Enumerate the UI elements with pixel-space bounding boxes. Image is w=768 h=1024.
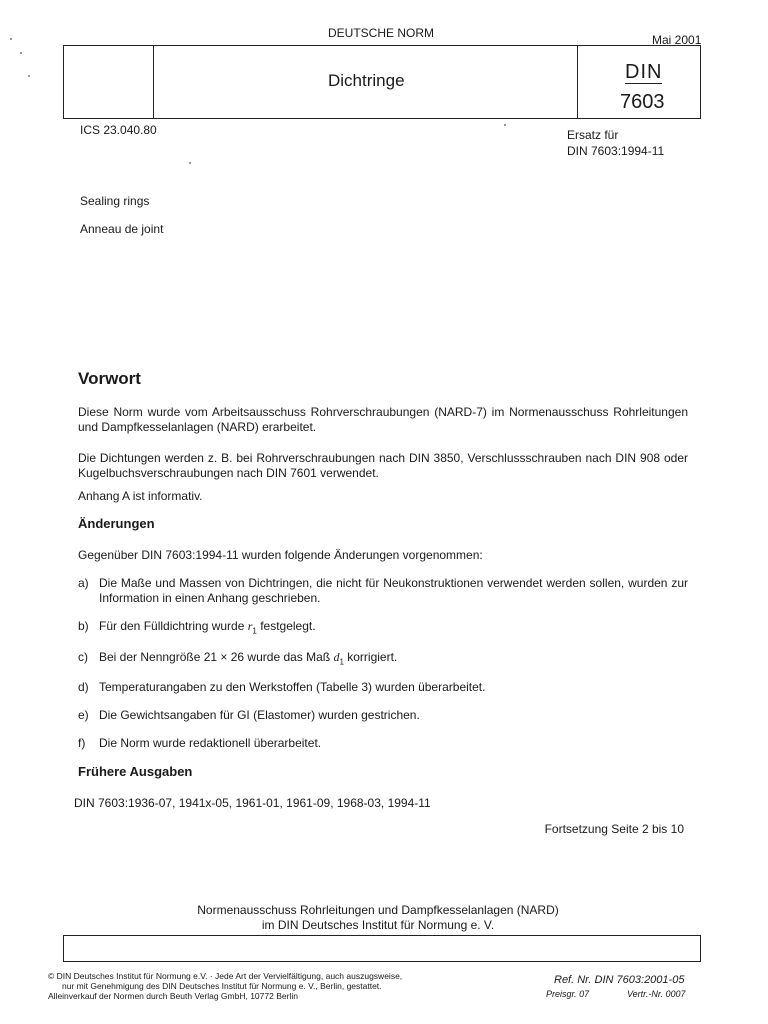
scan-speck <box>28 75 30 77</box>
list-item <box>78 680 688 695</box>
variable-subscript: 1 <box>339 657 344 667</box>
copyright-line-1: © DIN Deutsches Institut für Normung e.V. · Jede Art der Vervielfältigung, auch auszugsweise, <box>48 971 403 981</box>
scan-speck <box>20 52 22 54</box>
list-item <box>78 708 688 723</box>
french-title: Anneau de joint <box>80 222 164 236</box>
list-item-text-before: Bei der Nenngröße 21 × 26 wurde das Maß <box>99 650 334 664</box>
din-logo <box>625 61 662 84</box>
copyright-line-3: Alleinverkauf der Normen durch Beuth Verlag GmbH, 10772 Berlin <box>48 991 298 1001</box>
changes-intro: Gegenüber DIN 7603:1994-11 wurden folgende Änderungen vorgenommen: <box>78 548 483 562</box>
reference-number: Ref. Nr. DIN 7603:2001-05 <box>554 974 685 986</box>
list-item-text: Die Gewichtsangaben für GI (Elastomer) wurden gestrichen. <box>99 708 420 722</box>
scan-speck <box>10 38 12 40</box>
variable-r: r <box>247 619 253 633</box>
list-item <box>78 736 688 751</box>
list-item-text-before: Für den Fülldichtring wurde <box>99 619 248 633</box>
variable-d: d <box>333 650 340 664</box>
previous-editions-list: DIN 7603:1936-07, 1941x-05, 1961-01, 1961-09, 1968-03, 1994-11 <box>74 796 431 810</box>
foreword-paragraph-2: Die Dichtungen werden z. B. bei Rohrverschraubungen nach DIN 3850, Verschlussschrauben nach DIN 908 oder Kugelbuchsverschraubungen nach DIN 7601 verwendet. <box>78 451 688 480</box>
committee-line-2: im DIN Deutsches Institut für Normung e. V. <box>261 918 495 932</box>
list-item-text: Die Norm wurde redaktionell überarbeitet. <box>99 736 322 750</box>
list-item-text <box>99 619 688 638</box>
list-item <box>78 650 688 669</box>
din-logo-text: DIN <box>625 61 663 83</box>
committee-line-1: Normenausschuss Rohrleitungen und Dampfkesselanlagen (NARD) <box>197 903 559 917</box>
din-number: 7603 <box>620 91 665 113</box>
english-title: Sealing rings <box>80 194 150 208</box>
list-item-text: Die Maße und Massen von Dichtringen, die nicht für Neukonstruktionen verwendet werden sollen, wurden zur Information in einen Anhang geschrieben. <box>99 576 688 605</box>
standard-type-label: DEUTSCHE NORM <box>328 26 435 40</box>
list-item <box>78 619 688 638</box>
list-item-label: c) <box>78 650 88 664</box>
continuation-note: Fortsetzung Seite 2 bis 10 <box>544 822 684 836</box>
list-item <box>78 576 688 606</box>
previous-editions-heading: Frühere Ausgaben <box>78 764 193 779</box>
copyright-line-2: nur mit Genehmigung des DIN Deutsches Institut für Normung e. V., Berlin, gestattet. <box>62 981 382 991</box>
list-item-label: e) <box>78 708 89 722</box>
list-item-label: a) <box>78 576 89 590</box>
list-item-text: Temperaturangaben zu den Werkstoffen (Tabelle 3) wurden überarbeitet. <box>99 680 486 694</box>
list-item-text-after: festgelegt. <box>256 619 316 633</box>
publication-date: Mai 2001 <box>652 33 702 47</box>
ics-code: ICS 23.040.80 <box>80 123 157 137</box>
replaces-value: DIN 7603:1994-11 <box>567 144 665 158</box>
copyright-notice <box>48 971 402 1001</box>
scan-speck <box>504 124 506 126</box>
list-item-label: b) <box>78 619 89 633</box>
list-item-text-after: korrigiert. <box>343 650 398 664</box>
variable-subscript: 1 <box>252 626 257 636</box>
foreword-paragraph-1: Diese Norm wurde vom Arbeitsausschuss Rohrverschraubungen (NARD-7) im Normenausschuss Rohrleitungen und Dampfkesselanlagen (NARD) erarbeitet. <box>78 405 688 434</box>
document-title: Dichtringe <box>328 71 405 90</box>
price-group: Preisgr. 07 <box>546 989 590 999</box>
scan-speck <box>189 162 191 164</box>
foreword-paragraph-3: Anhang A ist informativ. <box>78 489 203 503</box>
foreword-heading: Vorwort <box>78 369 141 388</box>
distribution-number: Vertr.-Nr. 0007 <box>627 989 686 999</box>
changes-heading: Änderungen <box>78 516 155 531</box>
list-item-text <box>99 650 688 669</box>
replaces-label: Ersatz für <box>567 128 619 142</box>
list-item-label: d) <box>78 680 89 694</box>
list-item-label: f) <box>78 736 86 750</box>
